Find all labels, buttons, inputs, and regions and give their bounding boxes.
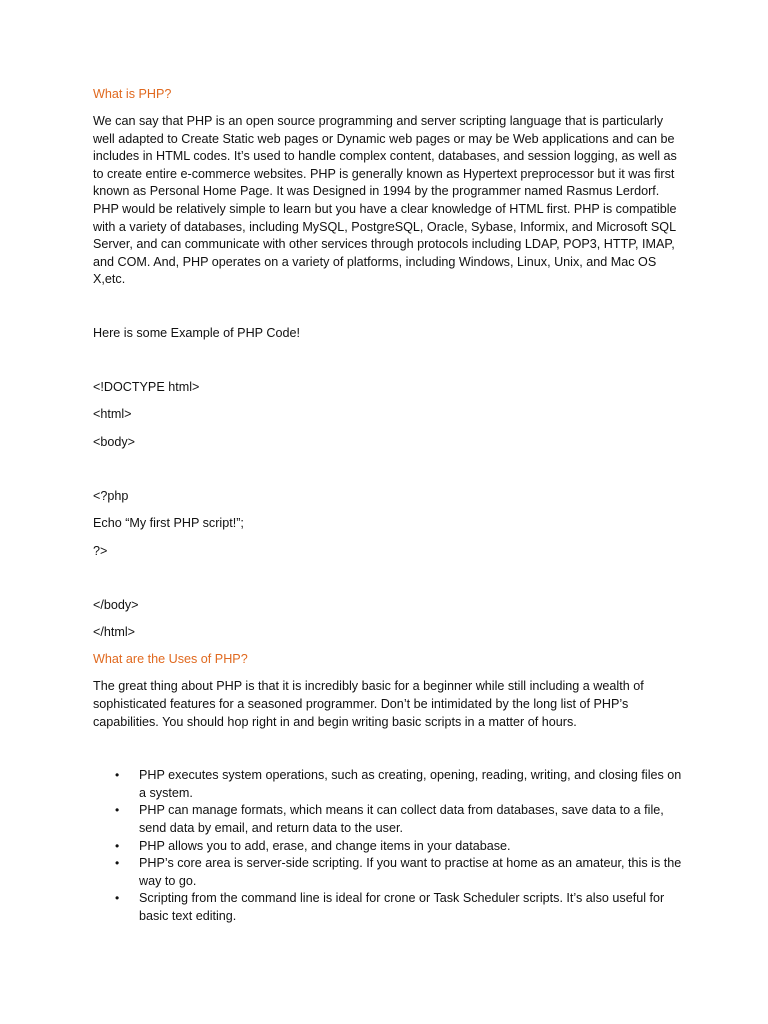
uses-list [93,767,683,925]
code-html-close: </html> [93,625,135,640]
bullet-icon: • [115,803,120,818]
document-page [93,86,683,926]
bullet-icon: • [115,856,120,871]
uses-paragraph: The great thing about PHP is that it is incredibly basic for a beginner while still including a wealth of sophisticated features for a seasoned programmer. Don’t be intimidated by the long list of PHP’s capabilities. You should hop right in and begin writing basic scripts in a matter of hours. [93,679,644,729]
code-example [93,379,683,643]
list-item-text: PHP allows you to add, erase, and change items in your database. [139,838,511,853]
list-item [93,767,683,802]
code-html-open: <html> [93,407,132,422]
code-doctype: <!DOCTYPE html> [93,379,200,394]
list-item-text: PHP can manage formats, which means it can collect data from databases, save data to a file, send data by email, and return data to the user. [139,803,664,835]
bullet-icon: • [115,768,120,783]
list-item-text: Scripting from the command line is ideal for crone or Task Scheduler scripts. It’s also useful for basic text editing. [139,891,665,923]
list-item [93,838,683,856]
list-item-text: PHP executes system operations, such as creating, opening, reading, writing, and closing files on a system. [139,768,682,800]
bullet-icon: • [115,838,120,853]
code-php-close: ?> [93,543,108,558]
heading-what-is-php: What is PHP? [93,87,172,101]
code-php-open: <?php [93,488,129,503]
example-intro: Here is some Example of PHP Code! [93,325,300,340]
code-body-open: <body> [93,434,136,449]
code-echo-line: Echo “My first PHP script!”; [93,516,244,531]
list-item [93,802,683,837]
list-item-text: PHP’s core area is server-side scripting. If you want to practise at home as an amateur, this is the way to go. [139,856,682,888]
list-item [93,855,683,890]
code-body-close: </body> [93,597,139,612]
bullet-icon: • [115,891,120,906]
list-item [93,890,683,925]
intro-paragraph: We can say that PHP is an open source programming and server scripting language that is particularly well adapted to Create Static web pages or Dynamic web pages or may be Web applications and can be includes in HTML codes. It’s used to handle complex content, databases, and session logging, as well as to create entire e-commerce websites. PHP is generally known as Hypertext preprocessor but it was first known as Personal Home Page. It was Designed in 1994 by the programmer named Rasmus Lerdorf. PHP would be relatively simple to learn but you have a clear knowledge of HTML first. PHP is compatible with a variety of databases, including MySQL, PostgreSQL, Oracle, Sybase, Informix, and Microsoft SQL Server, and can communicate with other services through protocols including LDAP, POP3, HTTP, IMAP, and COM. And, PHP operates on a variety of platforms, including Windows, Linux, Unix, and Mac OS X,etc. [93,114,677,287]
heading-uses-of-php: What are the Uses of PHP? [93,652,248,667]
